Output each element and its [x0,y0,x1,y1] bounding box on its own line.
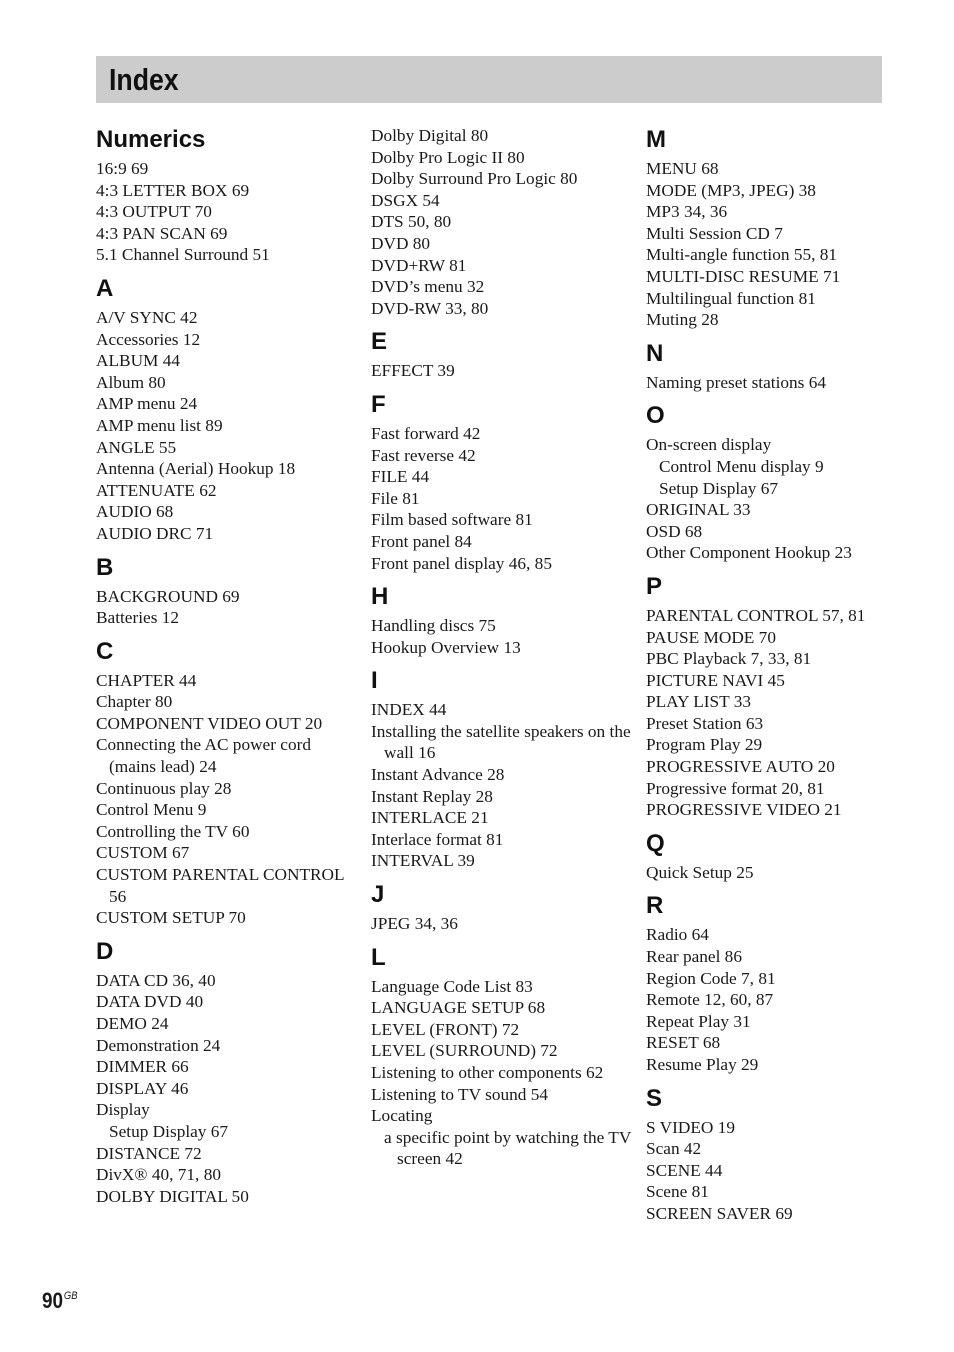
index-entry: Remote 12, 60, 87 [646,990,774,1010]
index-entry: PARENTAL CONTROL 57, 81 [646,605,866,625]
index-entry: AMP menu list 89 [96,415,223,435]
index-entry: RESET 68 [646,1033,721,1053]
index-entry: DISTANCE 72 [96,1143,202,1163]
section-letter-heading: I [371,667,378,695]
section-letter-heading: F [371,390,386,418]
index-entry: DVD-RW 33, 80 [371,298,489,318]
index-entry: SCREEN SAVER 69 [646,1203,793,1223]
index-entry: Front panel display 46, 85 [371,553,552,573]
index-subentry: a specific point by watching the TV screen 42 [384,1127,632,1169]
section-letter-heading: J [371,881,385,909]
index-section [96,939,358,1208]
index-entry: S VIDEO 19 [646,1117,735,1137]
index-entry: Hookup Overview 13 [371,637,521,657]
section-letter-heading: E [371,328,388,356]
index-entry: Multilingual function 81 [646,288,816,308]
index-section [646,127,908,331]
index-entry: ANGLE 55 [96,437,177,457]
section-letter-heading: L [371,943,386,971]
index-entry: Program Play 29 [646,735,763,755]
index-entry: Controlling the TV 60 [96,821,250,841]
index-section [371,882,633,935]
section-letter-heading: Numerics [96,126,206,153]
section-letter-heading: C [96,637,114,665]
index-entry: MP3 34, 36 [646,202,728,222]
index-entry: File 81 [371,488,420,508]
index-entry: MULTI-DISC RESUME 71 [646,266,841,286]
index-entry: Quick Setup 25 [646,862,754,882]
index-entry: MODE (MP3, JPEG) 38 [646,180,816,200]
index-entry: DTS 50, 80 [371,212,452,232]
index-entry: Album 80 [96,372,166,392]
index-entry: DivX® 40, 71, 80 [96,1165,221,1185]
index-entry: Muting 28 [646,310,719,330]
index-entry: DVD’s menu 32 [371,277,485,297]
index-entry: 4:3 OUTPUT 70 [96,202,212,222]
index-entry: PROGRESSIVE AUTO 20 [646,757,835,777]
index-entry: 4:3 LETTER BOX 69 [96,180,250,200]
index-entry: Dolby Surround Pro Logic 80 [371,169,578,189]
index-entry: ATTENUATE 62 [96,480,217,500]
index-entry: Language Code List 83 [371,976,533,996]
index-entry: Display [96,1100,150,1120]
index-section [371,584,633,658]
index-entry: Fast forward 42 [371,423,481,443]
index-entry: Instant Replay 28 [371,786,493,806]
index-entry: Other Component Hookup 23 [646,543,852,563]
index-entry: PROGRESSIVE VIDEO 21 [646,800,842,820]
page-title: Index [109,62,179,97]
index-entry: DVD+RW 81 [371,255,467,275]
index-section [371,945,633,1170]
index-entry: Naming preset stations 64 [646,372,826,392]
index-entry: COMPONENT VIDEO OUT 20 [96,713,323,733]
index-section [646,341,908,394]
index-entry: Listening to other components 62 [371,1063,604,1082]
index-subentry: Setup Display 67 [109,1121,229,1141]
page-number-suffix: GB [63,1290,78,1302]
index-section [96,276,358,545]
index-entry: 16:9 69 [96,159,149,178]
index-column-1 [96,121,358,1207]
index-entry: LEVEL (FRONT) 72 [371,1019,520,1039]
section-letter-heading: M [646,126,666,153]
index-entry: Progressive format 20, 81 [646,778,825,798]
index-column-3 [646,121,908,1225]
section-letter-heading: N [646,339,664,367]
index-entry: Instant Advance 28 [371,765,505,785]
index-entry: Multi Session CD 7 [646,223,783,243]
index-section [96,127,358,266]
index-entry: Interlace format 81 [371,829,504,849]
index-entry: Dolby Pro Logic II 80 [371,147,525,167]
index-entry: DATA DVD 40 [96,992,204,1012]
index-entry: AUDIO 68 [96,502,174,522]
index-entry: Antenna (Aerial) Hookup 18 [96,459,296,479]
index-entry: Resume Play 29 [646,1055,759,1074]
index-entry: LANGUAGE SETUP 68 [371,998,546,1018]
index-entry: INDEX 44 [371,700,447,720]
index-entry: Preset Station 63 [646,713,764,733]
index-entry: ALBUM 44 [96,351,181,371]
index-entry: Connecting the AC power cord (mains lead) 24 [96,735,312,777]
index-entry: DOLBY DIGITAL 50 [96,1186,249,1206]
index-entry: OSD 68 [646,521,703,541]
index-entry: DEMO 24 [96,1014,169,1033]
section-letter-heading: A [96,274,114,302]
index-section [371,329,633,382]
index-section [646,403,908,564]
index-entry: FILE 44 [371,467,430,487]
section-letter-heading: B [96,553,114,581]
index-section [646,831,908,884]
index-entry: Demonstration 24 [96,1035,221,1055]
index-column-2 [371,125,633,1170]
index-entry: CHAPTER 44 [96,670,197,690]
index-entry: INTERVAL 39 [371,851,475,871]
index-entry: Control Menu 9 [96,800,207,820]
index-entry: Continuous play 28 [96,778,232,798]
index-entry: BACKGROUND 69 [96,586,240,606]
index-entry: CUSTOM PARENTAL CONTROL 56 [96,865,344,906]
index-section [646,574,908,821]
index-entry: A/V SYNC 42 [96,307,198,327]
index-entry: Fast reverse 42 [371,445,476,465]
index-entry: PAUSE MODE 70 [646,627,776,647]
index-entry: AMP menu 24 [96,394,198,414]
index-entry: AUDIO DRC 71 [96,523,214,543]
index-entry: DISPLAY 46 [96,1078,189,1098]
index-entry: Film based software 81 [371,510,533,530]
index-entry: On-screen display [646,435,772,455]
section-letter-heading: H [371,583,389,611]
index-section [96,555,358,629]
section-letter-heading: S [646,1084,663,1112]
index-section [371,392,633,574]
index-entry: Region Code 7, 81 [646,968,776,988]
index-entry: LEVEL (SURROUND) 72 [371,1041,558,1061]
section-letter-heading: O [646,402,665,430]
index-entry: Scene 81 [646,1182,709,1202]
index-entry: DSGX 54 [371,190,440,210]
index-entry: DIMMER 66 [96,1057,189,1077]
index-entry: INTERLACE 21 [371,808,489,828]
index-entry: ORIGINAL 33 [646,500,751,520]
index-entry: JPEG 34, 36 [371,914,458,934]
index-entry: Front panel 84 [371,531,472,551]
index-entry: Handling discs 75 [371,616,496,636]
index-entry: Rear panel 86 [646,947,742,967]
index-entry: PLAY LIST 33 [646,692,751,712]
section-letter-heading: D [96,937,114,965]
index-entry: DATA CD 36, 40 [96,970,216,990]
index-entry: Installing the satellite speakers on the wall 16 [371,721,631,763]
index-title-bar [96,56,882,103]
index-entry: Chapter 80 [96,692,173,712]
page-number [42,1283,78,1314]
index-entry: Scan 42 [646,1139,702,1159]
index-entry: Accessories 12 [96,329,201,349]
section-letter-heading: P [646,572,663,600]
index-section [646,1086,908,1225]
page-number-value: 90 [42,1288,64,1313]
index-entry: Dolby Digital 80 [371,126,489,145]
index-entry: EFFECT 39 [371,361,455,381]
index-entry: CUSTOM SETUP 70 [96,908,246,928]
index-entry: 5.1 Channel Surround 51 [96,245,270,265]
index-entry: Locating [371,1106,433,1126]
index-entry: Batteries 12 [96,608,180,628]
index-entry: Radio 64 [646,925,709,945]
index-subentry: Setup Display 67 [659,478,779,498]
index-entry: DVD 80 [371,233,431,253]
index-entry: CUSTOM 67 [96,843,190,863]
index-entry: Listening to TV sound 54 [371,1084,548,1104]
index-section [371,125,633,319]
index-subentry: Control Menu display 9 [659,456,824,476]
index-entry: SCENE 44 [646,1160,723,1180]
index-entry: MENU 68 [646,159,719,178]
section-letter-heading: Q [646,829,665,857]
index-entry: 4:3 PAN SCAN 69 [96,223,228,243]
index-section [371,668,633,872]
index-section [646,893,908,1075]
index-section [96,639,358,929]
index-entry: Multi-angle function 55, 81 [646,245,838,265]
section-letter-heading: R [646,892,664,920]
index-entry: PBC Playback 7, 33, 81 [646,649,812,669]
index-entry: PICTURE NAVI 45 [646,670,785,690]
index-entry: Repeat Play 31 [646,1011,751,1031]
